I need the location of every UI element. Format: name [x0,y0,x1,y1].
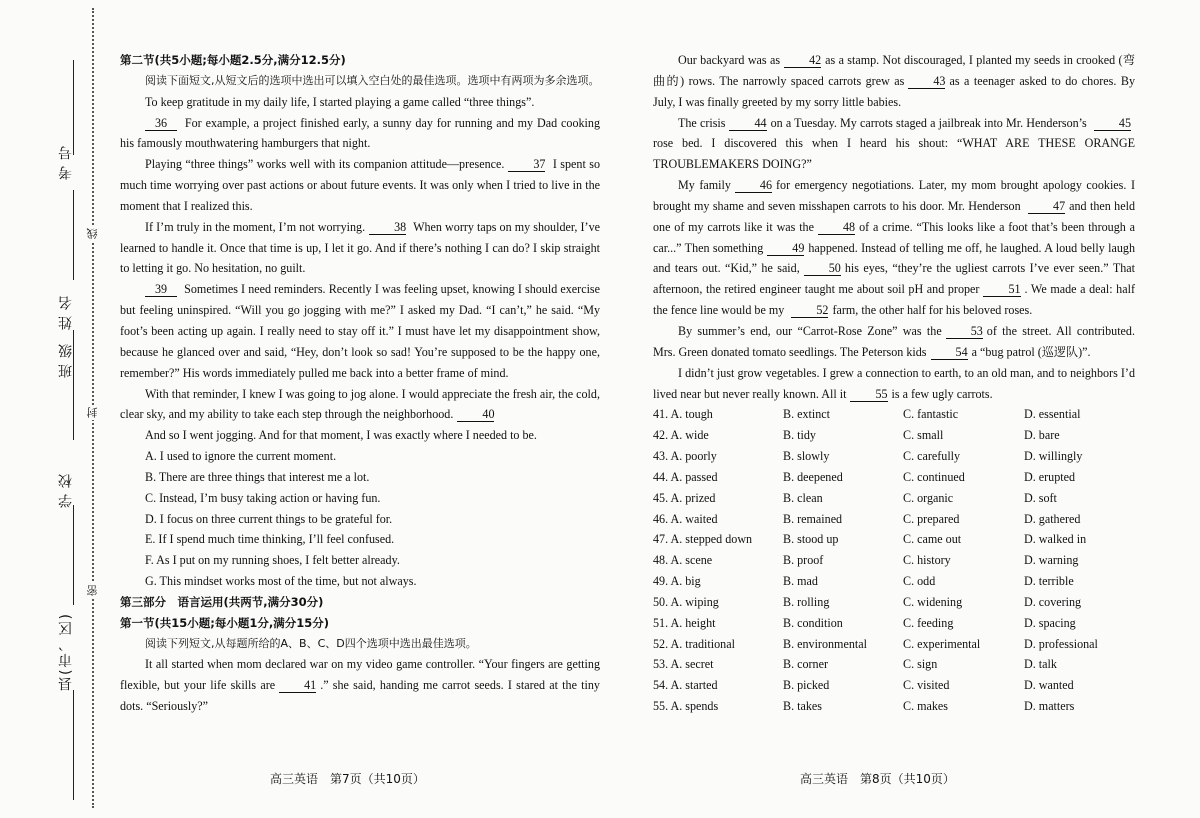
choice-option[interactable]: C. widening [903,594,963,609]
label-exam-no: 考号 [58,140,74,180]
page-8-footer: 高三英语 第8页（共10页） [800,772,955,786]
passage-paragraph: 36 For example, a project finished early, a sunny day for running and my Dad cooking his famously mouthwatering hamburgers that night. [120,115,601,151]
choice-row [653,571,1135,592]
choice-option[interactable]: B. clean [783,490,823,505]
field-line-county [73,690,74,800]
choice-option[interactable]: 45. A. prized [653,490,716,505]
choice-option[interactable]: 54. A. started [653,678,718,693]
section-1-heading: 第一节(共15小题;每小题1分,满分15分) [120,615,329,630]
blank-44[interactable]: 44 [729,116,766,131]
label-county: 县(市、区) [58,612,74,691]
choice-option[interactable]: D. covering [1024,594,1082,609]
blank-43[interactable]: 43 [908,74,945,89]
option-item: B. There are three things that interest me a lot. [145,469,370,484]
passage-paragraph: Our backyard was as 42 as a stamp. Not discouraged, I planted my seeds in crooked (弯曲的) rows. The narrowly spaced carrots grew as 43 as a teenager asked to do chores. By July, I was finally greeted by my sorry little babies. [653,53,1135,109]
choice-option[interactable]: C. odd [903,574,936,589]
choice-option[interactable]: 51. A. height [653,615,716,630]
choice-option[interactable]: B. extinct [783,407,831,422]
choice-option[interactable]: C. organic [903,490,954,505]
choice-option[interactable]: D. walked in [1024,532,1087,547]
choice-option[interactable]: 52. A. traditional [653,636,735,651]
passage-paragraph: 39 Sometimes I need reminders. Recently I was feeling upset, knowing I should exercise but feeling uninspired. “Will you go jogging with me?” I asked my Dad. “I can’t,” he said. “My foot’s been acting up again. I really need to stay off it.” I must have let my disappointment show, because he glanced over and said, “Hey, don’t look so sad! You’re supposed to be the happy one, remember?” His words immediately pulled me back into a better frame of mind. [120,282,601,380]
blank-37[interactable]: 37 [508,157,545,172]
choice-option[interactable]: 44. A. passed [653,469,718,484]
blank-38[interactable]: 38 [369,220,406,235]
blank-52[interactable]: 52 [791,303,828,318]
option-item: E. If I spend much time thinking, I’ll feel confused. [145,532,395,547]
choice-option[interactable]: 48. A. scene [653,553,713,568]
blank-48[interactable]: 48 [818,220,855,235]
blank-47[interactable]: 47 [1028,199,1065,214]
choice-option[interactable]: C. small [903,428,944,443]
choice-row [653,404,1135,425]
choice-option[interactable]: 46. A. waited [653,511,718,526]
choice-option[interactable]: C. fantastic [903,407,959,422]
choice-option[interactable]: 55. A. spends [653,699,719,714]
blank-55[interactable]: 55 [850,387,887,402]
choice-row [653,488,1135,509]
cut-mark-line: 线 [86,228,99,239]
blank-36[interactable]: 36 [145,116,177,131]
choice-option[interactable]: B. condition [783,615,843,630]
option-item: C. Instead, I’m busy taking action or having fun. [145,490,381,505]
passage-paragraph: To keep gratitude in my daily life, I started playing a game called “three things”. [145,94,535,109]
passage-paragraph: And so I went jogging. And for that moment, I was exactly where I needed to be. [145,428,537,443]
choice-option[interactable]: B. takes [783,699,822,714]
choice-option[interactable]: 53. A. secret [653,657,714,672]
passage-paragraph: Playing “three things” works well with its companion attitude—presence. 37 I spent so much time worrying over past actions or about future events. It was only when I tried to live in the moment that I realized this. [120,157,600,213]
choice-option[interactable]: B. proof [783,553,824,568]
passage-paragraph: It all started when mom declared war on my video game controller. “Your fingers are getting flexible, but your life skills are 41 .” she said, handing me carrot seeds. I stared at the tiny dots. “Seriously?” [120,657,600,714]
binding-margin [0,0,100,818]
option-item: D. I focus on three current things to be grateful for. [145,511,393,526]
choice-option[interactable]: D. terrible [1024,574,1074,589]
passage-paragraph: The crisis 44 on a Tuesday. My carrots staged a jailbreak into Mr. Henderson’s 45rose bed. I discovered this when I heard his shout: “WHAT ARE THESE ORANGE TROUBLEMAKERS DOING?” [653,115,1135,172]
label-school: 学校 [58,468,74,508]
choice-option[interactable]: C. sign [903,657,938,672]
field-line-school [73,505,74,605]
choice-option[interactable]: D. professional [1024,636,1098,651]
choice-option[interactable]: B. remained [783,511,843,526]
blank-53[interactable]: 53 [946,324,983,339]
choice-row [653,446,1135,467]
choice-row [653,467,1135,488]
choice-option[interactable]: C. prepared [903,511,960,526]
passage-paragraph: I didn’t just grow vegetables. I grew a connection to earth, to an old man, and to neighbors I’d lived near but never really known. All it 55 is a few ugly carrots. [653,365,1135,401]
blank-45[interactable]: 45 [1094,116,1131,131]
choice-option[interactable]: 50. A. wiping [653,594,719,609]
choice-option[interactable]: D. willingly [1024,449,1083,464]
choice-option[interactable]: B. environmental [783,636,867,651]
choice-row [653,550,1135,571]
choice-option[interactable]: D. matters [1024,699,1075,714]
choice-row [653,592,1135,613]
choice-option[interactable]: B. deepened [783,469,843,484]
choice-option[interactable]: B. rolling [783,594,830,609]
option-item: G. This mindset works most of the time, but not always. [145,574,417,589]
passage-paragraph: With that reminder, I knew I was going to jog alone. I would appreciate the fresh air, the cold, clear sky, and my ability to take each step through the neighborhood. 40 [120,386,600,422]
choice-option[interactable]: C. continued [903,469,965,484]
label-name: 姓名 [58,290,74,330]
choice-option[interactable]: D. bare [1024,428,1060,443]
choice-option[interactable]: 43. A. poorly [653,449,717,464]
section-2-instructions: 阅读下面短文,从短文后的选项中选出可以填入空白处的最佳选项。选项中有两项为多余选项。 [145,73,600,87]
choice-option[interactable]: D. spacing [1024,615,1076,630]
choice-row [653,425,1135,446]
choice-row [653,696,1135,717]
page-8-column [653,50,1135,717]
passage-paragraph: If I’m truly in the moment, I’m not worrying. 38 When worry taps on my shoulder, I’ve learned to handle it. Once that time is up, I let it go. And if there’s nothing I can do? I skip straight to letting it go. No hesitation, no guilt. [120,219,600,276]
choice-option[interactable]: D. essential [1024,407,1081,422]
page-7-footer: 高三英语 第7页（共10页） [270,772,425,786]
choice-option[interactable]: D. talk [1024,657,1057,672]
choice-option[interactable]: C. carefully [903,449,961,464]
choice-option[interactable]: 42. A. wide [653,428,709,443]
choice-option[interactable]: B. tidy [783,428,816,443]
blank-39[interactable]: 39 [145,282,177,297]
choice-table [653,404,1135,717]
choice-row [653,634,1135,655]
page-7-column [120,50,600,717]
choice-option[interactable]: 47. A. stepped down [653,532,753,547]
cut-mark-seal: 封 [86,407,99,418]
option-item: A. I used to ignore the current moment. [145,449,337,464]
choice-option[interactable]: C. feeding [903,615,954,630]
blank-40[interactable]: 40 [457,407,494,422]
section-1-instructions: 阅读下列短文,从每题所给的A、B、C、D四个选项中选出最佳选项。 [145,636,477,650]
part-3-heading: 第三部分 语言运用(共两节,满分30分) [120,594,324,609]
choice-option[interactable]: 41. A. tough [653,407,713,422]
choice-row [653,613,1135,634]
choice-option[interactable]: C. visited [903,678,950,693]
field-line-name [73,190,74,280]
choice-option[interactable]: B. slowly [783,449,830,464]
cut-mark-secret: 密 [86,585,99,596]
blank-50[interactable]: 50 [804,261,841,276]
choice-option[interactable]: 49. A. big [653,574,701,589]
passage-paragraph: By summer’s end, our “Carrot-Rose Zone” was the 53 of the street. All contributed. Mrs. Green donated tomato seedlings. The Peterson kids 54 a “bug patrol (巡逻队)”. [653,323,1135,359]
label-class: 班级 [58,338,74,378]
option-item: F. As I put on my running shoes, I felt better already. [145,553,400,568]
blank-41[interactable]: 41 [279,678,316,693]
blank-46[interactable]: 46 [735,178,772,193]
choice-option[interactable]: B. corner [783,657,828,672]
passage-paragraph: My family 46 for emergency negotiations. Later, my mom brought apology cookies. I brought my shame and seven misshapen carrots to his door. Mr. Henderson 47 and then held one of my carrots like it was the 48 of a crime. “This looks like a foot that’s been through a car...” Then something 49 happened. Instead of telling me off, he laughed. A loud belly laugh and tears out. “Kid,” he said, 50 his eyes, “they’re the ugliest carrots I’ve ever seen.” That afternoon, the retired engineer taught me about soil pH and proper 51 . We made a deal: half the fence line would be my 52 farm, the other half for his beloved roses. [653,178,1135,318]
choice-row [653,654,1135,675]
choice-option[interactable]: C. makes [903,699,949,714]
choice-row [653,509,1135,530]
choice-row [653,529,1135,550]
choice-option[interactable]: B. picked [783,678,830,693]
choice-option[interactable]: C. came out [903,532,962,547]
blank-42[interactable]: 42 [784,53,821,68]
choice-option[interactable]: B. mad [783,574,818,589]
section-2-heading: 第二节(共5小题;每小题2.5分,满分12.5分) [120,53,346,67]
choice-option[interactable]: D. soft [1024,490,1057,505]
choice-option[interactable]: C. history [903,553,951,568]
blank-54[interactable]: 54 [931,345,968,360]
choice-option[interactable]: C. experimental [903,636,981,651]
choice-option[interactable]: D. wanted [1024,678,1074,693]
choice-row [653,675,1135,696]
choice-option[interactable]: D. erupted [1024,469,1076,484]
blank-49[interactable]: 49 [767,241,804,256]
choice-option[interactable]: D. warning [1024,553,1079,568]
choice-option[interactable]: B. stood up [783,532,839,547]
blank-51[interactable]: 51 [983,282,1020,297]
choice-option[interactable]: D. gathered [1024,511,1081,526]
